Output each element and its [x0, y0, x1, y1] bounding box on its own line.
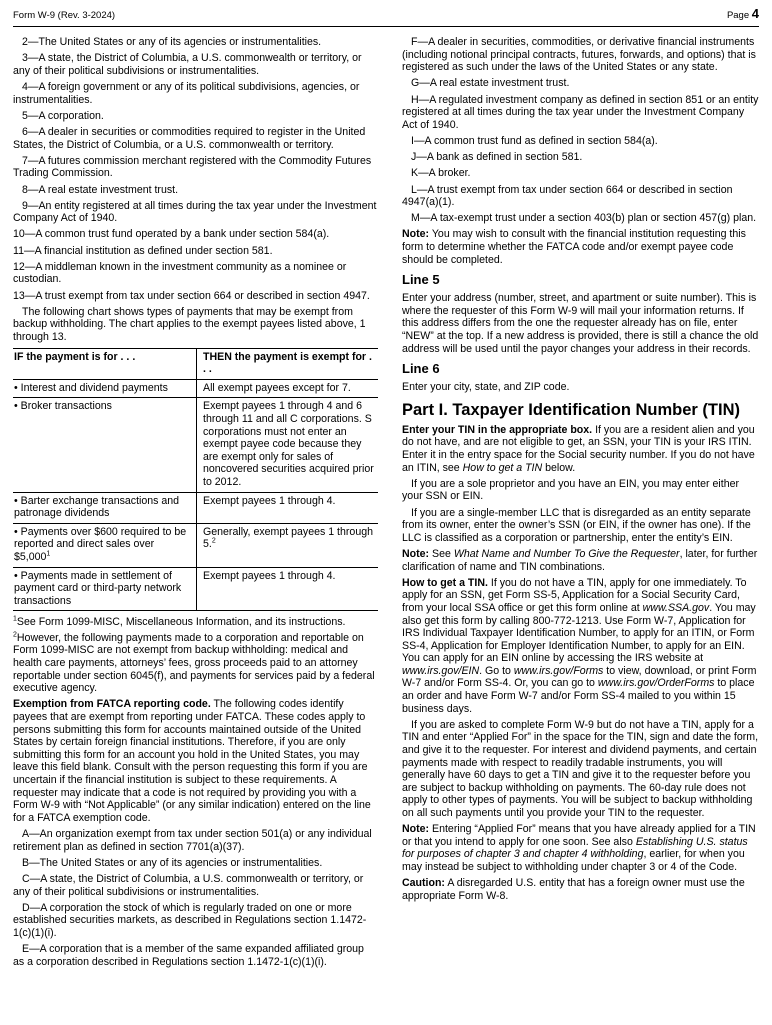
page-number: Page 4	[726, 6, 759, 21]
table-header-if: IF the payment is for . . .	[13, 348, 197, 379]
exempt-payee-code-5: 5—A corporation.	[22, 109, 104, 122]
exempt-payee-code-6: 6—A dealer in securities or commodities required to register in the United States, the District of Columbia, or a U.S. commonwealth or territory.	[13, 125, 366, 151]
exempt-payee-code-10: 10—A common trust fund operated by a bank under section 584(a).	[13, 228, 330, 241]
footnote-2: $^2$However, the following payments made to a corporation and reportable on Form 1099-MISC are not exempt from backup withholding: medical and health care payments, attorneys’ fees, gross proceeds paid to an attorney reportable under section 6045(f), and payments for services paid by a federal executive agency.	[13, 631, 375, 695]
how-to-get-tin: How to get a TIN. If you do not have a TIN, apply for one immediately. To apply for an SSN, get Form SS-5, Application for a Social Security Card, from your local SSA office or get this form online at www.SSA.gov. You may also get this form by calling 800-772-1213. Use Form W-7, Application for IRS Individual Taxpayer Identification Number, to apply for an ITIN, or Form SS-4, Application for Employer Identification Number, to apply for an EIN. You can apply for an EIN online by accessing the IRS website at www.irs.gov/EIN. Go to www.irs.gov/Forms to view, download, or print Form W-7 and/or Form SS-4. Or, you can go to www.irs.gov/OrderForms to place an order and have Form W-7 and/or Form SS-4 mailed to you within 15 business days.	[402, 576, 757, 715]
exempt-payee-code-13: 13—A trust exempt from tax under section 664 or described in section 4947.	[13, 289, 370, 302]
fatca-code-d: D—A corporation the stock of which is regularly traded on one or more established securities markets, as described in Regulations section 1.1472-1(c)(1)(i).	[13, 901, 367, 939]
caution-paragraph: Caution: A disregarded U.S. entity that has a foreign owner must use the appropriate Form W-8.	[402, 877, 745, 902]
part1-heading: Part I. Taxpayer Identification Number (TIN)	[402, 400, 741, 419]
table-row	[13, 379, 378, 398]
exemption-cell: Generally, exempt payees 1 through 5.$^2$	[197, 523, 379, 567]
exempt-payee-code-3: 3—A state, the District of Columbia, a U.S. commonwealth or territory, or any of their political subdivisions or instrumentalities.	[13, 52, 362, 77]
irs-forms-link[interactable]: www.irs.gov/Forms	[513, 664, 604, 677]
exemption-cell: Exempt payees 1 through 4 and 6 through 11 and all C corporations. S corporations must not enter an exempt payee code because they are exempt only for sales of noncovered securities acquired prior to 2012.	[197, 398, 379, 492]
payment-type-cell: • Payments over $600 required to be reported and direct sales over $5,000$^1$	[13, 523, 197, 567]
exempt-payee-code-2: 2—The United States or any of its agencies or instrumentalities.	[22, 36, 322, 48]
payment-type-cell: • Interest and dividend payments	[13, 379, 197, 398]
line6-text: Enter your city, state, and ZIP code.	[402, 381, 570, 394]
right-column	[402, 36, 761, 906]
payment-type-cell: • Barter exchange transactions and patronage dividends	[13, 492, 197, 523]
exempt-payee-code-11: 11—A financial institution as defined under section 581.	[13, 244, 273, 257]
exempt-payee-code-12: 12—A middleman known in the investment community as a nominee or custodian.	[13, 260, 347, 286]
fatca-code-m: M—A tax-exempt trust under a section 403(b) plan or section 457(g) plan.	[411, 212, 757, 225]
exemption-cell: Exempt payees 1 through 4.	[197, 567, 379, 611]
table-row	[13, 398, 378, 492]
fatca-code-b: B—The United States or any of its agencies or instrumentalities.	[22, 856, 323, 869]
exemption-table	[13, 348, 378, 612]
exempt-payee-code-9: 9—An entity registered at all times during the tax year under the Investment Company Act of 1940.	[13, 199, 377, 225]
page-header	[13, 8, 759, 27]
note-name-number: Note: See What Name and Number To Give the Requester, later, for further clarification of name and TIN combinations.	[402, 547, 758, 573]
payment-type-cell: • Broker transactions	[13, 398, 197, 492]
table-header-then: THEN the payment is exempt for . . .	[197, 348, 379, 379]
llc-paragraph: If you are a single-member LLC that is disregarded as an entity separate from its owner, enter the owner’s SSN (or EIN, if the owner has one). If the LLC is classified as a corporation or partnership, enter the entity’s EIN.	[402, 506, 751, 544]
fatca-code-j: J—A bank as defined in section 581.	[411, 151, 583, 164]
footnote-1: $^1$See Form 1099-MISC, Miscellaneous Information, and its instructions.	[13, 615, 346, 629]
exempt-payee-code-8: 8—A real estate investment trust.	[22, 183, 179, 196]
fatca-code-g: G—A real estate investment trust.	[411, 77, 570, 90]
form-id: Form W-9 (Rev. 3-2024)	[13, 10, 116, 21]
exemption-cell: Exempt payees 1 through 4.	[197, 492, 379, 523]
exempt-payee-code-7: 7—A futures commission merchant registered with the Commodity Futures Trading Commission.	[13, 154, 372, 180]
applied-for-paragraph: If you are asked to complete Form W-9 but do not have a TIN, apply for a TIN and enter “Applied For” in the space for the TIN, sign and date the form, and give it to the requester. For interest and dividend payments, and certain payments made with respect to readily tradable instruments, you will generally have 60 days to get a TIN and give it to the requester before you are subject to backup withholding on payments. The 60-day rule does not apply to other types of payments. You will be subject to backup withholding on all such payments until you provide your TIN to the requester.	[402, 718, 759, 819]
fatca-code-e: E—A corporation that is a member of the same expanded affiliated group as a corporation described in Regulations section 1.1472-1(c)(1)(i).	[13, 943, 364, 968]
irs-orderforms-link[interactable]: www.irs.gov/OrderForms	[597, 677, 715, 690]
ssa-link[interactable]: www.SSA.gov	[642, 601, 710, 614]
table-header-row	[13, 348, 378, 379]
table-row	[13, 523, 378, 567]
line5-text: Enter your address (number, street, and apartment or suite number). This is where the requester of this Form W-9 will mail your information returns. If this address differs from the one the requester already has on file, enter “NEW” at the top. If a new address is provided, there is still a chance the old address will be used until the payor changes your address in their records.	[402, 292, 759, 355]
fatca-code-i: I—A common trust fund as defined in section 584(a).	[411, 134, 658, 147]
line6-heading: Line 6	[402, 361, 440, 377]
table-row	[13, 567, 378, 611]
fatca-exemption-paragraph: Exemption from FATCA reporting code. The following codes identify payees that are exempt from reporting under FATCA. These codes apply to persons submitting this form for accounts maintained outside of the United States by certain foreign financial institutions. Therefore, if you are only submitting this form for an account you hold in the United States, you may leave this field blank. Consult with the person requesting this form if you are uncertain if the financial institution is subject to these requirements. A requester may indicate that a code is not required by providing you with a Form W-9 with “Not Applicable” (or any similar indication) entered on the line for a FATCA exemption code.	[13, 698, 371, 824]
irs-ein-link[interactable]: www.irs.gov/EIN	[402, 664, 480, 677]
left-column	[13, 36, 378, 972]
chart-intro: The following chart shows types of payments that may be exempt from backup withholding. The chart applies to the exempt payees listed above, 1 through 13.	[13, 305, 366, 343]
fatca-code-c: C—A state, the District of Columbia, a U.S. commonwealth or territory, or any of their political subdivisions or instrumentalities.	[13, 872, 364, 898]
payment-type-cell: • Payments made in settlement of payment card or third-party network transactions	[13, 567, 197, 611]
note-fatca: Note: You may wish to consult with the financial institution requesting this form to determine whether the FATCA code and/or exempt payee code should be completed.	[402, 228, 746, 266]
tin-paragraph: Enter your TIN in the appropriate box. If you are a resident alien and you do not have, and are not eligible to get, an SSN, your TIN is your IRS ITIN. Enter it in the entry space for the Social security number. If you do not have an ITIN, see How to get a TIN below.	[402, 423, 755, 474]
exemption-cell: All exempt payees except for 7.	[197, 379, 379, 398]
fatca-code-l: L—A trust exempt from tax under section 664 or described in section 4947(a)(1).	[402, 183, 733, 209]
fatca-code-a: A—An organization exempt from tax under section 501(a) or any individual retirement plan as defined in section 7701(a)(37).	[13, 827, 372, 853]
exempt-payee-code-4: 4—A foreign government or any of its political subdivisions, agencies, or instrumentalities.	[13, 80, 360, 106]
note-applied-for: Note: Entering “Applied For” means that you have already applied for a TIN or that you intend to apply for one soon. See also Establishing U.S. status for purposes of chapter 3 and chapter 4 withholding, earlier, for when you may instead be subject to withholding under chapter 3 or 4 of the Code.	[402, 823, 756, 873]
fatca-code-k: K—A broker.	[411, 167, 471, 180]
table-row	[13, 492, 378, 523]
fatca-code-f: F—A dealer in securities, commodities, or derivative financial instruments (including notional principal contracts, futures, forwards, and options) that is registered as such under the laws of the United States or any state.	[402, 36, 756, 74]
sole-proprietor-paragraph: If you are a sole proprietor and you have an EIN, you may enter either your SSN or EIN.	[402, 477, 740, 503]
fatca-code-h: H—A regulated investment company as defined in section 851 or an entity registered at all times during the tax year under the Investment Company Act of 1940.	[402, 93, 759, 131]
line5-heading: Line 5	[402, 272, 440, 288]
